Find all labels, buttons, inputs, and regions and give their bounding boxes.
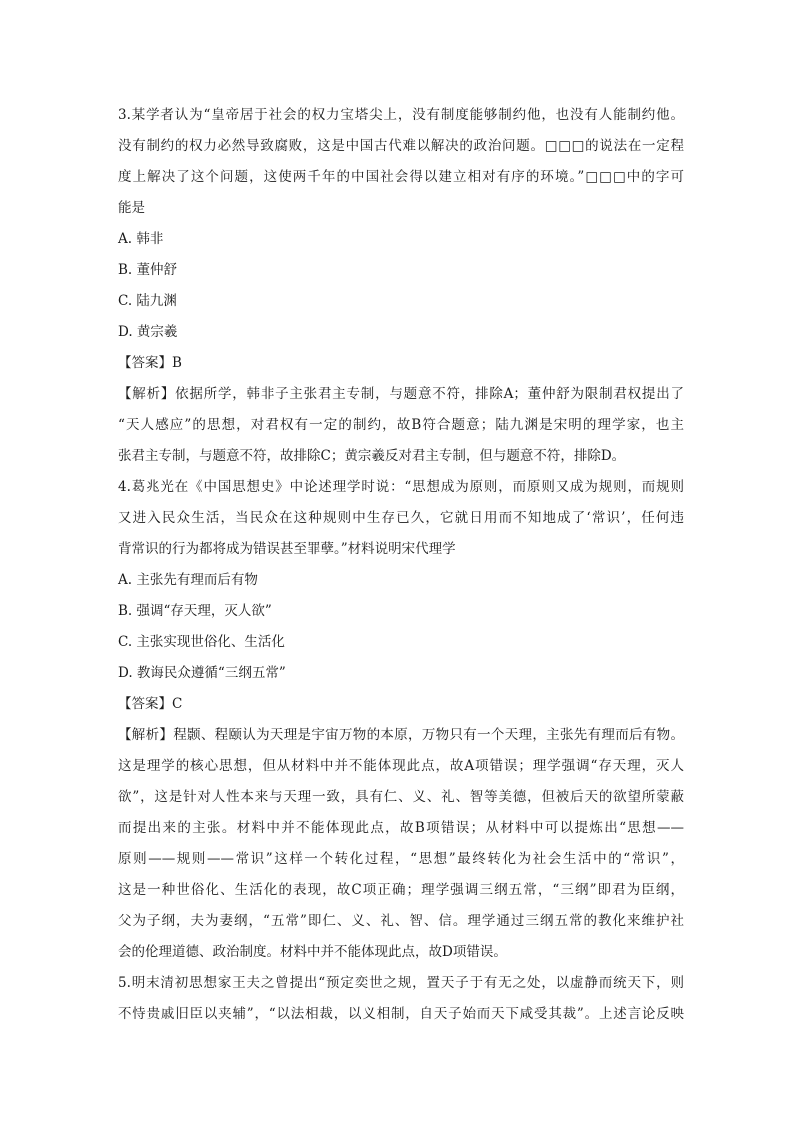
question-3-option-a: A. 韩非 <box>118 231 164 247</box>
question-4-analysis-line: 父为子纲，夫为妻纲，“五常”即仁、义、礼、智、信。理学通过三纲五常的教化来维护社 <box>118 913 684 929</box>
document-page <box>118 100 684 1030</box>
question-4 <box>118 472 684 968</box>
question-3-stem-line: 3.某学者认为“皇帝居于社会的权力宝塔尖上，没有制度能够制约他，也没有人能制约他。 <box>118 107 684 123</box>
question-4-analysis-line: 这是理学的核心思想，但从材料中并不能体现此点，故A项错误；理学强调“存天理，灭人 <box>118 758 684 774</box>
question-4-option-d: D. 教诲民众遵循“三纲五常” <box>118 665 286 681</box>
question-4-stem-line: 4.葛兆光在《中国思想史》中论述理学时说：“思想成为原则，而原则又成为规则，而规则 <box>118 479 684 495</box>
question-3-analysis-line: 【解析】依据所学，韩非子主张君主专制，与题意不符，排除A；董仲舒为限制君权提出了 <box>118 386 684 402</box>
question-3-answer: 【答案】B <box>118 355 182 371</box>
question-4-option-c: C. 主张实现世俗化、生活化 <box>118 634 285 650</box>
question-4-option-a: A. 主张先有理而后有物 <box>118 572 258 588</box>
question-5-stem-line: 不恃贵戚旧臣以夹辅”，“以法相裁，以义相制，自天子始而天下咸受其裁”。上述言论反映 <box>118 1006 684 1022</box>
question-3-option-b: B. 董仲舒 <box>118 262 178 278</box>
question-4-analysis-line: 这是一种世俗化、生活化的表现，故C项正确；理学强调三纲五常，“三纲”即君为臣纲， <box>118 882 684 898</box>
question-4-option-b: B. 强调“存天理，灭人欲” <box>118 603 272 619</box>
question-3-stem-line: 没有制约的权力必然导致腐败，这是中国古代难以解决的政治问题。□□□的说法在一定程 <box>118 138 684 154</box>
question-3-stem-line: 度上解决了这个问题，这使两千年的中国社会得以建立相对有序的环境。”□□□中的字可 <box>118 169 684 185</box>
question-4-analysis-line: 而提出来的主张。材料中并不能体现此点，故B项错误；从材料中可以提炼出“思想—— <box>118 820 684 836</box>
question-5-stem-line: 5.明末清初思想家王夫之曾提出“预定奕世之规，置天子于有无之处，以虚静而统天下，则 <box>118 975 684 991</box>
question-4-analysis-line: 会的伦理道德、政治制度。材料中并不能体现此点，故D项错误。 <box>118 944 507 960</box>
question-3-option-c: C. 陆九渊 <box>118 293 177 309</box>
question-4-stem-line: 背常识的行为都将成为错误甚至罪孽。”材料说明宋代理学 <box>118 541 456 557</box>
question-3-analysis-line: “天人感应”的思想，对君权有一定的制约，故B符合题意；陆九渊是宋明的理学家，也主 <box>118 417 684 433</box>
question-5 <box>118 968 684 1030</box>
question-3 <box>118 100 684 472</box>
question-4-analysis-line: 原则——规则——常识”这样一个转化过程，“思想”最终转化为社会生活中的“常识”， <box>118 851 684 867</box>
question-3-option-d: D. 黄宗羲 <box>118 324 178 340</box>
question-4-answer: 【答案】C <box>118 696 183 712</box>
question-4-stem-line: 又进入民众生活，当民众在这种规则中生存已久，它就日用而不知地成了‘常识’，任何违 <box>118 510 684 526</box>
question-3-stem-line: 能是 <box>118 200 145 216</box>
question-4-analysis-line: 欲”，这是针对人性本来与天理一致，具有仁、义、礼、智等美德，但被后天的欲望所蒙蔽 <box>118 789 684 805</box>
question-4-analysis-line: 【解析】程颢、程颐认为天理是宇宙万物的本原，万物只有一个天理，主张先有理而后有物。 <box>118 727 684 743</box>
question-3-analysis-line: 张君主专制，与题意不符，故排除C；黄宗羲反对君主专制，但与题意不符，排除D。 <box>118 448 626 464</box>
